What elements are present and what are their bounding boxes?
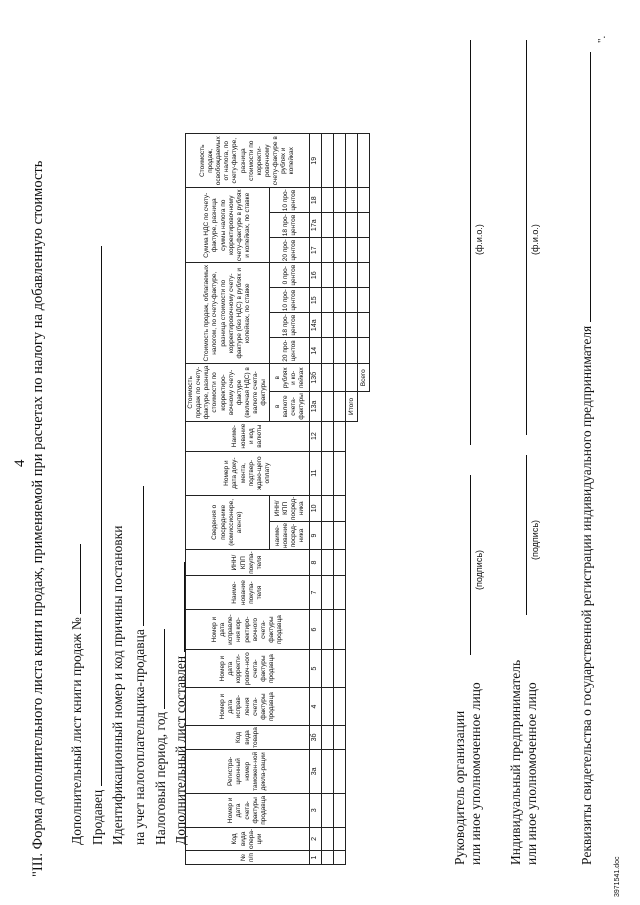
table-cell[interactable] (334, 851, 346, 865)
total-cell[interactable] (346, 263, 358, 288)
table-cell[interactable] (322, 650, 334, 688)
hdr-col15: 10 про-центов (270, 288, 310, 313)
total-cell[interactable] (346, 213, 358, 238)
compiled-label: Дополнительный лист составлен (173, 655, 188, 845)
table-cell[interactable] (334, 238, 346, 263)
table-cell[interactable] (322, 213, 334, 238)
table-cell[interactable] (334, 364, 346, 392)
sheet-number-line (68, 544, 85, 845)
total-cell[interactable] (346, 188, 358, 213)
head-sign-line[interactable] (470, 475, 471, 655)
table-cell[interactable] (334, 688, 346, 726)
head-label-1: Руководитель организации (452, 710, 467, 865)
seller-line (89, 246, 106, 845)
colnum-13b: 13б (310, 364, 322, 392)
hdr-col14: 20 про-центов (270, 338, 310, 364)
table-cell[interactable] (322, 338, 334, 364)
tax-period-label: Налоговый период, год (153, 712, 168, 845)
colnum-2: 2 (310, 827, 322, 850)
hdr-col10: ИНН/ КПП посред-ника (270, 495, 310, 521)
colnum-3a: 3а (310, 749, 322, 793)
table-cell[interactable] (322, 749, 334, 793)
table-cell[interactable] (334, 650, 346, 688)
colnum-6: 6 (310, 610, 322, 650)
table-cell[interactable] (334, 213, 346, 238)
hdr-col17a: 18 про-центов (270, 213, 310, 238)
total-cell[interactable] (346, 238, 358, 263)
colnum-17: 17 (310, 238, 322, 263)
grand-total-cell[interactable] (358, 338, 370, 364)
table-cell[interactable] (322, 421, 334, 451)
hdr-col14a: 18 про-центов (270, 313, 310, 338)
table-cell[interactable] (322, 793, 334, 827)
table-cell[interactable] (322, 134, 334, 188)
hdr-col4: Номер и дата исправ-ления счета-фактуры продавца (186, 688, 310, 726)
table-cell[interactable] (334, 392, 346, 421)
total-row (346, 134, 358, 865)
colnum-4: 4 (310, 688, 322, 726)
table-cell[interactable] (334, 134, 346, 188)
table-cell[interactable] (322, 550, 334, 576)
ie-label-1: Индивидуальный предприниматель (508, 659, 523, 865)
colnum-19: 19 (310, 134, 322, 188)
hdr-col3a: Регистра-ционный номер таможен-ной декла-рации (186, 749, 310, 793)
table-cell[interactable] (334, 451, 346, 495)
table-cell[interactable] (334, 495, 346, 521)
head-signature-label (452, 682, 484, 865)
colnum-15: 15 (310, 288, 322, 313)
hdr-col5: Номер и дата корректи-ровоч-ного счета-фактуры продавца (186, 650, 310, 688)
inn-kpp-line-2 (131, 486, 148, 845)
colnum-10: 10 (310, 495, 322, 521)
head-label-2: или иное уполномоченное лицо (468, 682, 483, 865)
colnum-14a: 14а (310, 313, 322, 338)
head-sign-caption: (подпись) (474, 549, 484, 590)
table-cell[interactable] (334, 550, 346, 576)
colnum-8: 8 (310, 550, 322, 576)
file-footer: 3971541.doc (614, 856, 621, 897)
table-cell[interactable] (334, 726, 346, 750)
table-cell[interactable] (322, 392, 334, 421)
colnum-12: 12 (310, 421, 322, 451)
seller-label: Продавец (90, 789, 105, 845)
ie-sign-caption: (подпись) (530, 519, 540, 560)
total-cell[interactable] (346, 288, 358, 313)
hdr-col9-10: Сведения о посреднике (комиссионере, агенте) (186, 495, 270, 549)
colnum-1: 1 (310, 851, 322, 865)
colnum-14: 14 (310, 338, 322, 364)
total-cell[interactable] (346, 134, 358, 188)
hdr-col8: ИНН/ КПП покупа-теля (186, 550, 310, 576)
page-number: 4 (12, 459, 28, 467)
colnum-7: 7 (310, 576, 322, 610)
table-row (334, 134, 346, 865)
hdr-col9: наиме-нование посред-ника (270, 522, 310, 550)
table-row (322, 134, 334, 865)
hdr-col19: Стоимость продаж, освобождаемых от налога, по счету-фактуре, разница стоимости по корректи-ровочному счету-фактуре в рублях и копейках (186, 134, 310, 188)
colnum-5: 5 (310, 650, 322, 688)
grand-total-cell[interactable] (358, 313, 370, 338)
ie-fio-line[interactable] (526, 40, 527, 435)
closing-mark: ". (596, 35, 608, 43)
colnum-3b: 3б (310, 726, 322, 750)
requisites-field[interactable] (578, 52, 591, 322)
table-cell[interactable] (334, 263, 346, 288)
tax-period-line (152, 629, 169, 845)
table-cell[interactable] (334, 288, 346, 313)
table-cell[interactable] (334, 188, 346, 213)
hdr-col16: 0 про-центов (270, 263, 310, 288)
grand-total-label: Всего (358, 364, 370, 392)
table-cell[interactable] (334, 827, 346, 850)
inn-kpp-label-2: на учет налогоплательщика-продавца (132, 629, 147, 845)
table-cell[interactable] (334, 793, 346, 827)
hdr-col11: Номер и дата доку-мента, подтвер-ждаю-щего оплату (186, 451, 310, 495)
table-cell[interactable] (322, 522, 334, 550)
table-cell[interactable] (322, 188, 334, 213)
hdr-col6: Номер и дата исправле-ния кор-ректиро-вочного счета-фактуры продавца (186, 610, 310, 650)
ie-fio-caption: (ф.и.о.) (530, 224, 540, 255)
table-cell[interactable] (334, 610, 346, 650)
hdr-col17: 20 про-центов (270, 238, 310, 263)
table-cell[interactable] (322, 313, 334, 338)
table-cell[interactable] (334, 338, 346, 364)
grand-total-cell[interactable] (358, 188, 370, 213)
hdr-col12: Наиме-нование и код валюты (186, 421, 310, 451)
requisites-label: Реквизиты свидетельства о государственной регистрации индивидуального предпринимателя (579, 325, 594, 865)
inn-kpp-line (110, 526, 126, 845)
compiled-field[interactable] (172, 562, 185, 652)
hdr-col14-16: Стоимость продаж, облагаемых налогом, по счету-фактуре, разница стоимости по корректировочному счету-фактуре (без НДС) в рублях и копейках, по ставке (186, 263, 270, 364)
table-cell[interactable] (322, 610, 334, 650)
tax-period-field[interactable] (152, 629, 165, 709)
hdr-col13b: в рублях и ко-пейках (270, 364, 310, 392)
grand-total-cell[interactable] (358, 213, 370, 238)
grand-total-cell[interactable] (358, 134, 370, 188)
table-cell[interactable] (334, 313, 346, 338)
total-cell[interactable] (346, 364, 358, 392)
inn-kpp-label: Идентификационный номер и код причины постановки (110, 525, 125, 845)
hdr-col2: Код вида опера-ции (186, 827, 310, 850)
total-spacer (346, 421, 358, 864)
grand-total-cell[interactable] (358, 238, 370, 263)
head-fio-line[interactable] (470, 40, 471, 445)
inn-kpp-field[interactable] (131, 486, 144, 626)
table-cell[interactable] (334, 421, 346, 451)
hdr-col13: Стоимость продаж по счету-фактуре, разница стоимости по корректиро-вочному счету-фактуре (включая НДС) в валюте счета-фактуры (186, 364, 270, 421)
sales-book-table (185, 133, 370, 865)
hdr-col7: Наиме-нование покупа-теля (186, 576, 310, 610)
colnum-13a: 13а (310, 392, 322, 421)
colnum-3: 3 (310, 793, 322, 827)
grand-total-spacer (358, 392, 370, 865)
table-cell[interactable] (322, 851, 334, 865)
table-cell[interactable] (322, 688, 334, 726)
seller-field[interactable] (89, 246, 102, 786)
table-cell[interactable] (322, 576, 334, 610)
hdr-col17-18: Сумма НДС по счету-фактуре, разница суммы налога по корректировочному счету-фактуре в рублях и копейках, по ставке (186, 188, 270, 263)
grand-total-cell[interactable] (358, 288, 370, 313)
hdr-col13a: в валюте счета-фактуры (270, 392, 310, 421)
hdr-col3: Номер и дата счета-фактуры продавца (186, 793, 310, 827)
table-cell[interactable] (322, 451, 334, 495)
table-cell[interactable] (334, 749, 346, 793)
document-title: "III. Форма дополнительного листа книги продаж, применяемой при расчетах по налогу на добавленную стоимость (30, 160, 46, 877)
table-cell[interactable] (322, 263, 334, 288)
table-cell[interactable] (334, 522, 346, 550)
head-fio-caption: (ф.и.о.) (474, 224, 484, 255)
total-cell[interactable] (346, 338, 358, 364)
ie-label-2: или иное уполномоченное лицо (524, 682, 539, 865)
table-cell[interactable] (322, 364, 334, 392)
ie-signature-label (508, 660, 540, 865)
hdr-col18: 10 про-центов (270, 188, 310, 213)
table-cell[interactable] (322, 495, 334, 521)
total-cell[interactable] (346, 313, 358, 338)
colnum-17a: 17а (310, 213, 322, 238)
table-cell[interactable] (322, 827, 334, 850)
requisites-line (578, 52, 595, 865)
table-cell[interactable] (322, 726, 334, 750)
colnum-16: 16 (310, 263, 322, 288)
table-cell[interactable] (322, 238, 334, 263)
column-number-row (310, 134, 322, 865)
colnum-11: 11 (310, 451, 322, 495)
ie-sign-line[interactable] (526, 455, 527, 615)
hdr-col3b: Код вида товара (186, 726, 310, 750)
colnum-9: 9 (310, 522, 322, 550)
hdr-col1: № п/п (186, 851, 310, 865)
sheet-number-label: Дополнительный лист книги продаж № (69, 617, 84, 845)
sheet-number-field[interactable] (68, 544, 81, 614)
grand-total-row (358, 134, 370, 865)
colnum-18: 18 (310, 188, 322, 213)
total-label: Итого (346, 392, 358, 421)
table-cell[interactable] (322, 288, 334, 313)
grand-total-cell[interactable] (358, 263, 370, 288)
table-cell[interactable] (334, 576, 346, 610)
